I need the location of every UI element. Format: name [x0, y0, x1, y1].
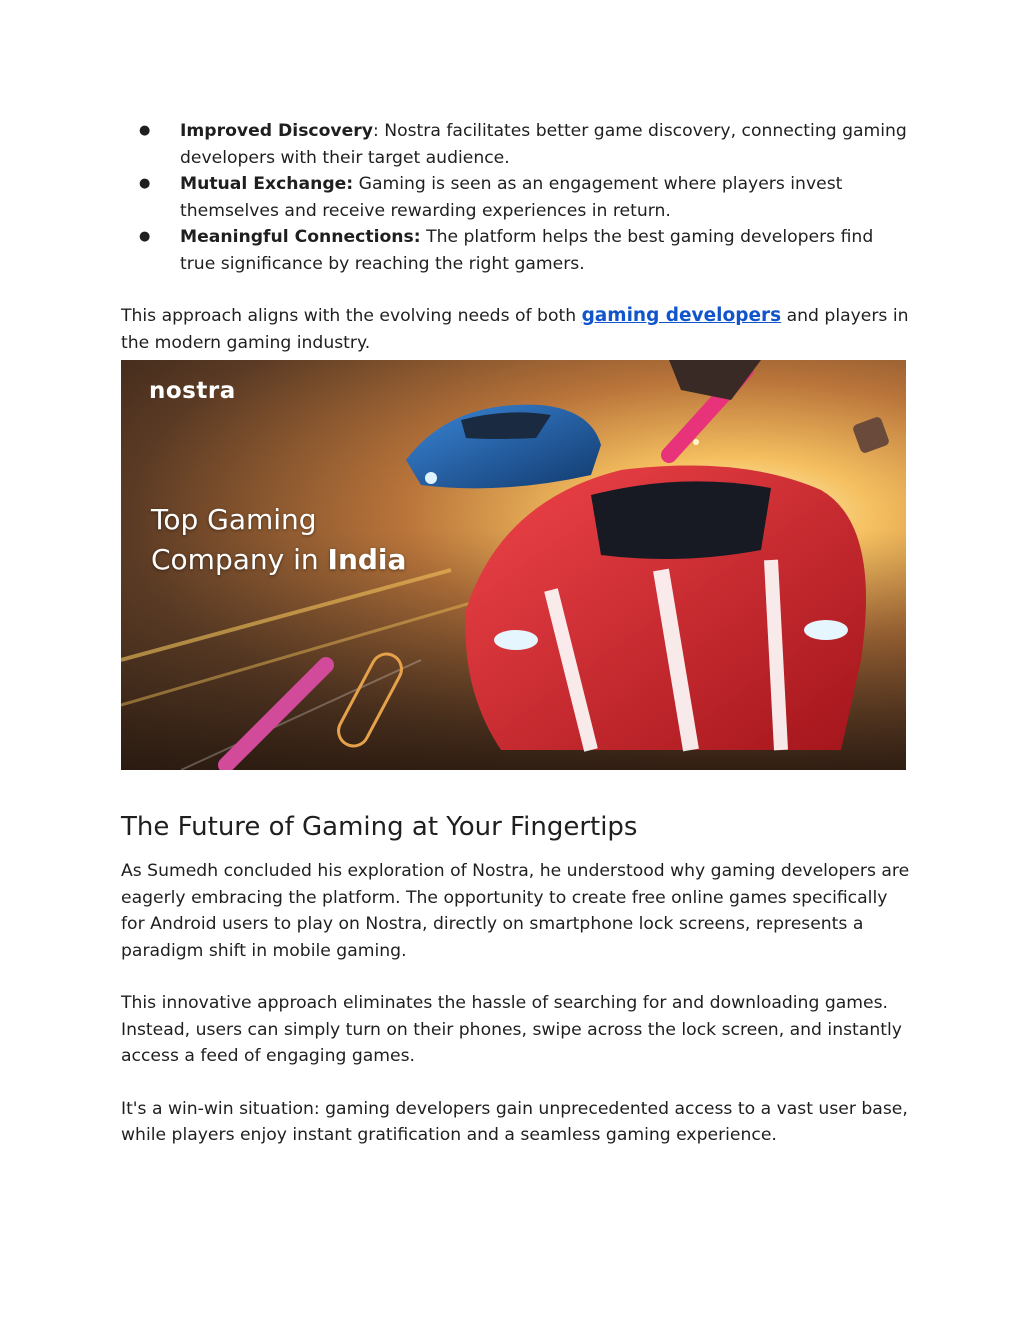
- bullet-list: [121, 118, 911, 277]
- section-paragraph-1: As Sumedh concluded his exploration of Nostra, he understood why gaming developers are eagerly embracing the platform. The opportunity to create free online games specifically for Android users to play on Nostra, directly on smartphone lock screens, represents a paradigm shift in mobile gaming.: [121, 861, 910, 961]
- hero-headline-line1: Top Gaming: [151, 503, 317, 536]
- intro-text-before: This approach aligns with the evolving needs of both: [121, 306, 582, 326]
- list-item: [121, 171, 911, 224]
- bullet-term: Improved Discovery: [180, 121, 373, 141]
- list-item: [121, 118, 911, 171]
- section-heading: The Future of Gaming at Your Fingertips: [121, 812, 638, 842]
- bullet-term: Mutual Exchange:: [180, 174, 354, 194]
- list-item: [121, 224, 911, 277]
- hero-banner-image: [121, 360, 906, 770]
- hero-line2-bold: India: [327, 543, 407, 576]
- gaming-developers-link[interactable]: gaming developers: [581, 305, 782, 326]
- hero-headline-line2: [151, 543, 406, 576]
- bullet-term: Meaningful Connections:: [180, 227, 421, 247]
- intro-text-after: and players in the modern gaming industry.: [121, 306, 909, 353]
- bullet-separator: :: [372, 121, 379, 141]
- bullet-text: The platform helps the best gaming developers find true significance by reaching the right gamers.: [180, 227, 874, 274]
- section-paragraph-2: This innovative approach eliminates the hassle of searching for and downloading games. Instead, users can simply turn on their phones, swipe across the lock screen, and instantly access a feed of engaging games.: [121, 993, 902, 1066]
- intro-paragraph: [121, 303, 911, 356]
- document-page: [121, 118, 911, 1149]
- bullet-text: Gaming is seen as an engagement where players invest themselves and receive rewarding experiences in return.: [180, 174, 843, 221]
- bullet-text: Nostra facilitates better game discovery, connecting gaming developers with their target audience.: [180, 121, 907, 168]
- section-paragraph-3: It's a win-win situation: gaming developers gain unprecedented access to a vast user base, while players enjoy instant gratification and a seamless gaming experience.: [121, 1098, 908, 1145]
- hero-line2-prefix: Company in: [151, 543, 328, 576]
- nostra-logo: nostra: [149, 378, 236, 404]
